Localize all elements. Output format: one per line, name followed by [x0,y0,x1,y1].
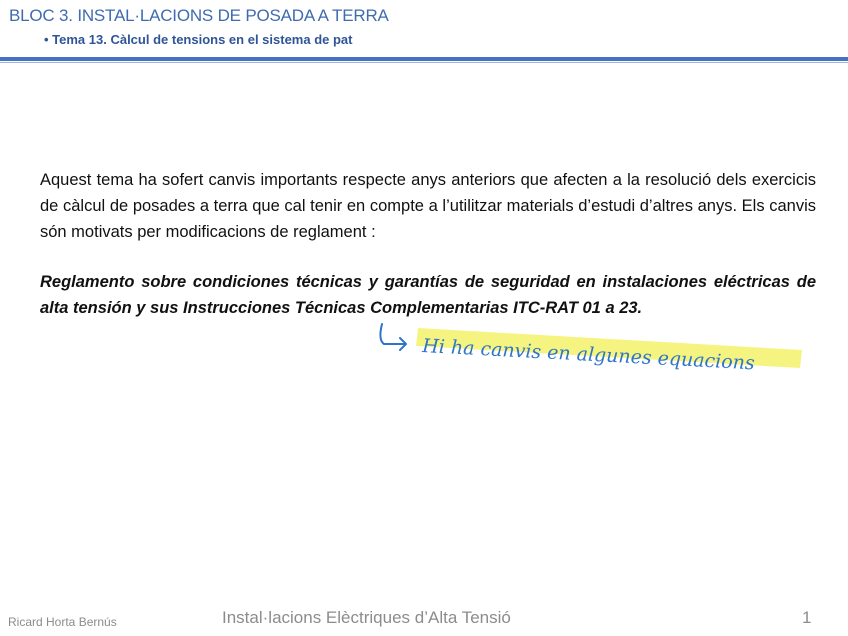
footer-author: Ricard Horta Bernús [8,615,117,629]
regulation-title: Reglamento sobre condiciones técnicas y garantías de seguridad en instalaciones eléctricas de alta tensión y sus Instrucciones Técnicas Complementarias ITC-RAT 01 a 23. [40,272,816,317]
arrow-icon [380,324,406,350]
page-number: 1 [802,608,812,627]
slide-subtitle: • Tema 13. Càlcul de tensions en el sistema de pat [44,32,353,47]
slide-title: BLOC 3. INSTAL·LACIONS DE POSADA A TERRA [9,6,389,25]
footer-course: Instal·lacions Elèctriques d’Alta Tensió [222,608,511,627]
intro-paragraph: Aquest tema ha sofert canvis importants respecte anys anteriors que afecten a la resolució dels exercicis de càlcul de posades a terra que cal tenir en compte a l’utilitzar materials d’estudi d’altres anys. Els canvis són motivats per modificacions de reglament : [40,170,816,241]
title-divider-thin [0,62,848,63]
annotation-text: Hi ha canvis en algunes equacions [421,335,756,375]
title-divider [0,57,848,61]
handwritten-annotation [372,312,812,382]
